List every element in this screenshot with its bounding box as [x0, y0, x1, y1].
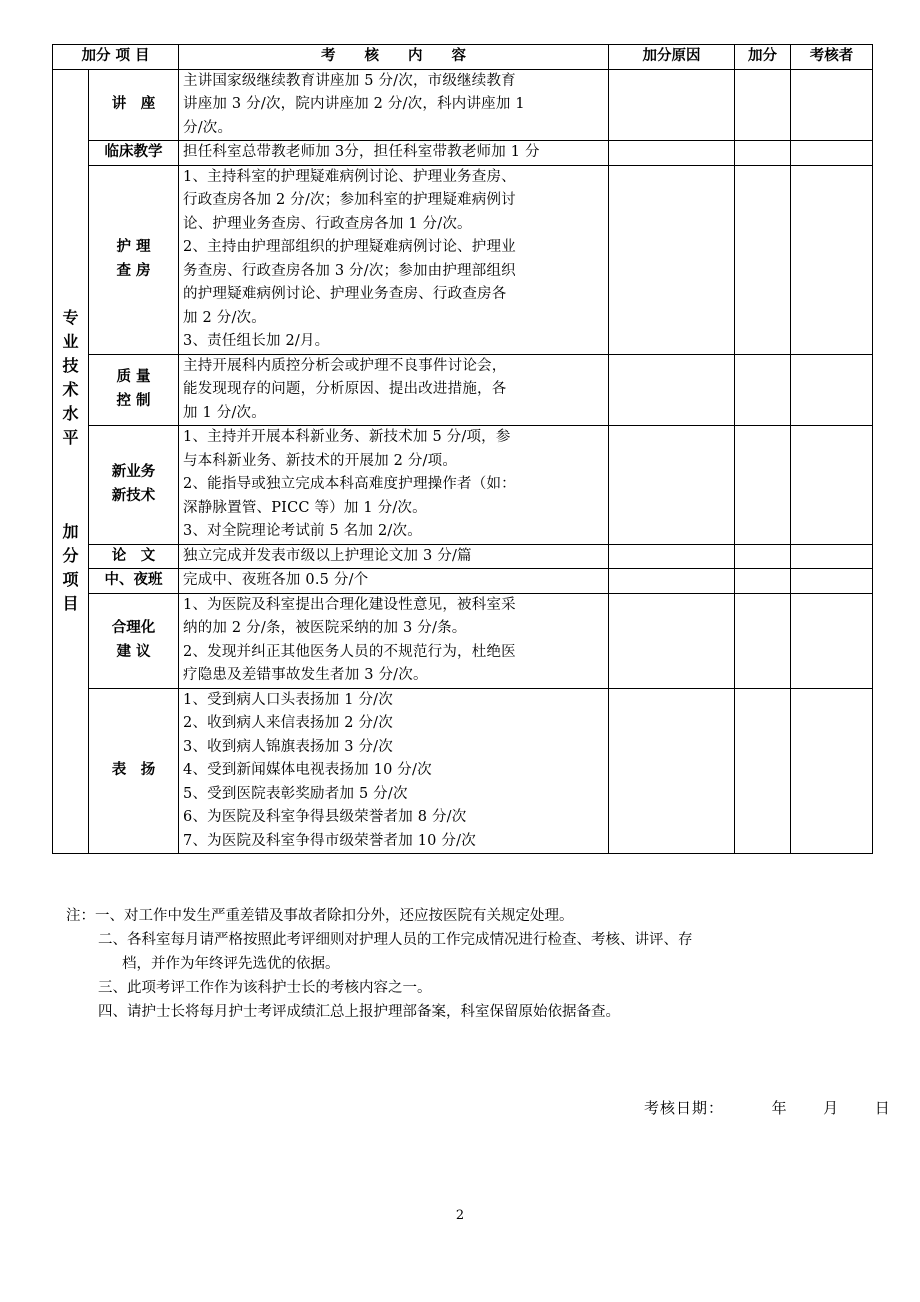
note-2-cont: 档，并作为年终评先选优的依据。	[122, 956, 340, 972]
evaluation-date	[644, 1097, 891, 1118]
category-cell	[89, 593, 179, 688]
category-cell	[89, 569, 179, 594]
category-label: 表 扬	[111, 762, 156, 778]
content-line: 3、责任组长加 2/月。	[183, 333, 330, 349]
reason-cell[interactable]	[609, 165, 735, 354]
big-category-bottom: 加分项目	[62, 522, 79, 614]
examiner-cell[interactable]	[791, 165, 873, 354]
reason-cell[interactable]	[609, 426, 735, 545]
table-row	[53, 141, 873, 166]
content-line: 2、收到病人来信表扬加 2 分/次	[183, 715, 393, 731]
category-cell	[89, 165, 179, 354]
content-line: 7、为医院及科室争得市级荣誉者加 10 分/次	[183, 832, 476, 849]
note-1: 注：一、对工作中发生严重差错及事故者除扣分外，还应按医院有关规定处理。	[66, 908, 574, 924]
big-category-top: 专业技术水平	[62, 308, 79, 448]
category-label: 新业务	[111, 464, 156, 481]
content-line: 2、主持由护理部组织的护理疑难病例讨论、护理业	[183, 239, 516, 255]
category-cell	[89, 544, 179, 569]
category-label: 论 文	[111, 547, 156, 564]
content-cell	[179, 354, 609, 426]
content-cell	[179, 593, 609, 688]
category-label: 控 制	[116, 392, 151, 409]
reason-cell[interactable]	[609, 141, 735, 166]
content-line: 加 2 分/次。	[183, 309, 266, 326]
table-row	[53, 354, 873, 426]
examiner-cell[interactable]	[791, 141, 873, 166]
score-cell[interactable]	[735, 688, 791, 854]
content-line: 分/次。	[183, 119, 233, 136]
date-day: 日	[874, 1099, 891, 1117]
date-month: 月	[823, 1099, 840, 1117]
examiner-cell[interactable]	[791, 69, 873, 141]
content-line: 与本科新业务、新技术的开展加 2 分/项。	[183, 452, 458, 469]
content-line: 5、受到医院表彰奖励者加 5 分/次	[183, 785, 408, 802]
category-cell	[89, 354, 179, 426]
content-line: 完成中、夜班各加 0.5 分/个	[183, 572, 369, 588]
content-line: 3、对全院理论考试前 5 名加 2/次。	[183, 523, 422, 539]
content-line: 担任科室总带教老师加 3分，担任科室带教老师加 1 分	[183, 144, 540, 160]
score-cell[interactable]	[735, 593, 791, 688]
content-cell	[179, 544, 609, 569]
content-line: 1、主持并开展本科新业务、新技术加 5 分/项，参	[183, 429, 511, 445]
examiner-cell[interactable]	[791, 593, 873, 688]
header-content: 考 核 内 容	[179, 45, 609, 70]
content-line: 深静脉置管、PICC 等）加 1 分/次。	[183, 499, 427, 516]
notes-section	[66, 904, 866, 1024]
category-label: 讲 座	[111, 96, 156, 112]
table-row	[53, 688, 873, 854]
category-label: 中、夜班	[104, 572, 163, 588]
category-cell	[89, 688, 179, 854]
header-item: 加分 项 目	[53, 45, 179, 70]
table-row	[53, 165, 873, 354]
category-label: 新技术	[111, 487, 156, 504]
content-line: 1、主持科室的护理疑难病例讨论、护理业务查房、	[183, 168, 516, 185]
note-4: 四、请护士长将每月护士考评成绩汇总上报护理部备案，科室保留原始依据备查。	[98, 1004, 620, 1020]
content-line: 6、为医院及科室争得县级荣誉者加 8 分/次	[183, 809, 467, 825]
header-examiner: 考核者	[791, 45, 873, 70]
reason-cell[interactable]	[609, 69, 735, 141]
content-cell	[179, 688, 609, 854]
category-cell	[89, 426, 179, 545]
score-cell[interactable]	[735, 426, 791, 545]
header-score: 加分	[735, 45, 791, 70]
big-category-cell	[53, 69, 89, 854]
reason-cell[interactable]	[609, 354, 735, 426]
content-line: 2、发现并纠正其他医务人员的不规范行为，杜绝医	[183, 643, 516, 660]
content-line: 行政查房各加 2 分/次；参加科室的护理疑难病例讨	[183, 192, 516, 208]
score-cell[interactable]	[735, 141, 791, 166]
content-line: 4、受到新闻媒体电视表扬加 10 分/次	[183, 762, 432, 778]
score-cell[interactable]	[735, 544, 791, 569]
content-line: 纳的加 2 分/条，被医院采纳的加 3 分/条。	[183, 620, 467, 636]
page-number: 2	[455, 1208, 465, 1223]
content-cell	[179, 569, 609, 594]
category-label: 护 理	[116, 239, 151, 255]
examiner-cell[interactable]	[791, 354, 873, 426]
category-label: 质 量	[116, 369, 151, 386]
category-cell	[89, 69, 179, 141]
score-cell[interactable]	[735, 354, 791, 426]
content-line: 主讲国家级继续教育讲座加 5 分/次，市级继续教育	[183, 72, 516, 89]
content-cell	[179, 426, 609, 545]
examiner-cell[interactable]	[791, 688, 873, 854]
examiner-cell[interactable]	[791, 426, 873, 545]
content-line: 疗隐患及差错事故发生者加 3 分/次。	[183, 667, 428, 683]
reason-cell[interactable]	[609, 544, 735, 569]
content-line: 独立完成并发表市级以上护理论文加 3 分/篇	[183, 547, 472, 564]
table-row	[53, 569, 873, 594]
note-2: 二、各科室每月请严格按照此考评细则对护理人员的工作完成情况进行检查、考核、讲评、存	[98, 932, 693, 948]
content-cell	[179, 141, 609, 166]
content-line: 论、护理业务查房、行政查房各加 1 分/次。	[183, 215, 472, 232]
content-line: 3、收到病人锦旗表扬加 3 分/次	[183, 738, 393, 755]
table-row	[53, 544, 873, 569]
content-line: 讲座加 3 分/次，院内讲座加 2 分/次，科内讲座加 1	[183, 96, 525, 112]
date-year: 年	[771, 1099, 788, 1117]
table-row	[53, 426, 873, 545]
date-label: 考核日期：	[644, 1099, 725, 1117]
table-row	[53, 69, 873, 141]
category-cell	[89, 141, 179, 166]
content-line: 务查房、行政查房各加 3 分/次；参加由护理部组织	[183, 262, 516, 279]
content-line: 1、为医院及科室提出合理化建设性意见，被科室采	[183, 596, 516, 613]
header-reason: 加分原因	[609, 45, 735, 70]
category-label: 临床教学	[104, 144, 163, 160]
examiner-cell[interactable]	[791, 569, 873, 594]
content-line: 加 1 分/次。	[183, 404, 266, 421]
table-header-row	[53, 45, 873, 70]
score-cell[interactable]	[735, 69, 791, 141]
content-cell	[179, 69, 609, 141]
category-label: 合理化	[111, 620, 156, 636]
score-cell[interactable]	[735, 569, 791, 594]
category-label: 查 房	[116, 262, 151, 279]
reason-cell[interactable]	[609, 593, 735, 688]
reason-cell[interactable]	[609, 569, 735, 594]
content-line: 的护理疑难病例讨论、护理业务查房、行政查房各	[183, 286, 507, 302]
content-line: 1、受到病人口头表扬加 1 分/次	[183, 691, 393, 708]
content-line: 能发现现存的问题，分析原因、提出改进措施，各	[183, 381, 507, 397]
reason-cell[interactable]	[609, 688, 735, 854]
category-label: 建 议	[116, 643, 151, 660]
evaluation-table	[52, 44, 873, 854]
score-cell[interactable]	[735, 165, 791, 354]
examiner-cell[interactable]	[791, 544, 873, 569]
table-row	[53, 593, 873, 688]
content-line: 2、能指导或独立完成本科高难度护理操作者（如：	[183, 476, 516, 492]
note-3: 三、此项考评工作作为该科护士长的考核内容之一。	[98, 980, 432, 996]
content-cell	[179, 165, 609, 354]
content-line: 主持开展科内质控分析会或护理不良事件讨论会，	[183, 357, 507, 374]
